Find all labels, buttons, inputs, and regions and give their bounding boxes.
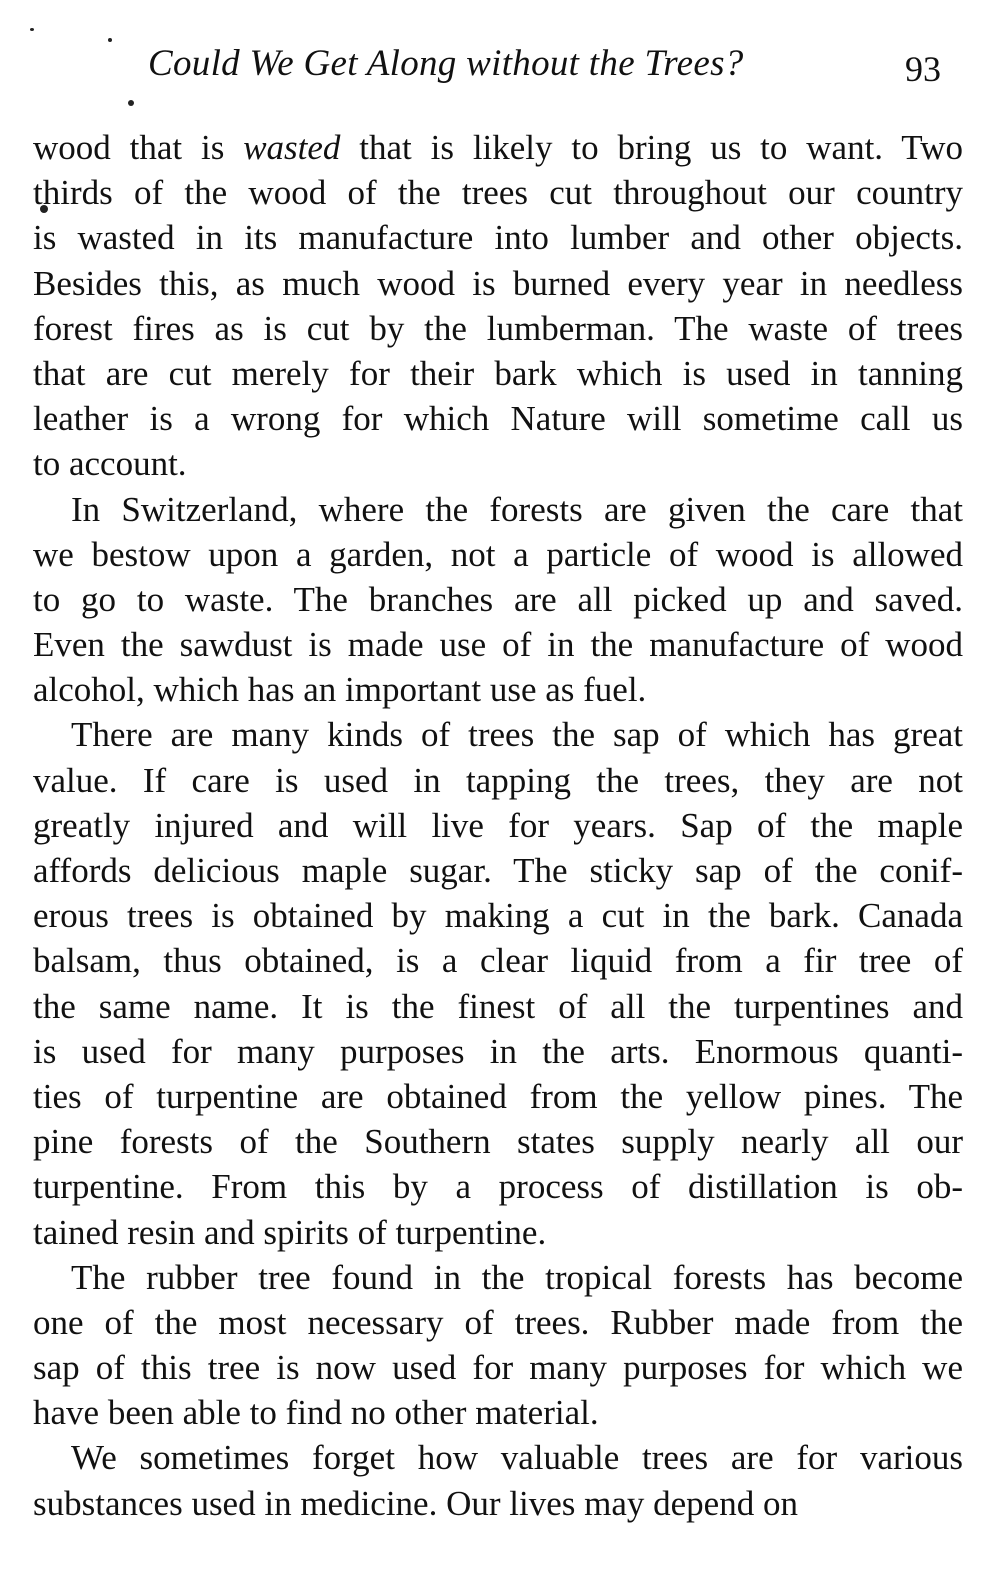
- text-line: sap of this tree is now used for many purposes for which we: [33, 1348, 963, 1388]
- running-head: Could We Get Along without the Trees?: [148, 43, 744, 84]
- text-line: leather is a wrong for which Nature will sometime call us: [33, 399, 963, 439]
- scan-speck: [128, 100, 134, 106]
- text-line: substances used in medicine. Our lives may depend on: [33, 1483, 798, 1523]
- page-number: 93: [905, 49, 941, 89]
- text-line: greatly injured and will live for years. Sap of the maple: [33, 805, 963, 845]
- paragraph: [33, 487, 963, 713]
- text-line: have been able to find no other material.: [33, 1393, 599, 1433]
- text-line: thirds of the wood of the trees cut throughout our country: [33, 173, 963, 213]
- text-line: alcohol, which has an important use as fuel.: [33, 670, 647, 710]
- text-line: balsam, thus obtained, is a clear liquid from a fir tree of: [33, 941, 963, 981]
- text-line: to account.: [33, 444, 187, 484]
- paragraph: [33, 125, 963, 487]
- text-line: In Switzerland, where the forests are given the care that: [71, 489, 963, 529]
- text-line: Even the sawdust is made use of in the manufacture of wood: [33, 625, 963, 665]
- page-header: [0, 42, 1000, 102]
- text-line: turpentine. From this by a process of distillation is ob-: [33, 1167, 963, 1207]
- text-line: one of the most necessary of trees. Rubber made from the: [33, 1302, 963, 1342]
- text-line: is used for many purposes in the arts. Enormous quanti-: [33, 1031, 963, 1071]
- text-line: forest fires as is cut by the lumberman. The waste of trees: [33, 308, 963, 348]
- emphasis: wasted: [243, 128, 341, 167]
- text-line: tained resin and spirits of turpentine.: [33, 1212, 547, 1252]
- text-line: erous trees is obtained by making a cut in the bark. Canada: [33, 896, 963, 936]
- text-line: affords delicious maple sugar. The sticky sap of the conif-: [33, 851, 963, 890]
- text-line: Besides this, as much wood is burned every year in needless: [33, 263, 963, 303]
- text-line: wood that is wasted that is likely to bring us to want. Two: [33, 128, 963, 167]
- text-line: ties of turpentine are obtained from the yellow pines. The: [33, 1076, 963, 1116]
- body-text: [33, 125, 963, 1526]
- paragraph: [33, 1435, 963, 1525]
- scan-speck: [108, 38, 112, 42]
- text-line: There are many kinds of trees the sap of which has great: [71, 715, 963, 755]
- text-line: we bestow upon a garden, not a particle of wood is allowed: [33, 534, 963, 574]
- text-line: that are cut merely for their bark which is used in tanning: [33, 353, 963, 393]
- text-line: to go to waste. The branches are all picked up and saved.: [33, 579, 963, 619]
- text-line: pine forests of the Southern states supply nearly all our: [33, 1122, 963, 1162]
- scan-speck: [30, 28, 34, 31]
- paragraph: [33, 1255, 963, 1436]
- text-line: is wasted in its manufacture into lumber and other objects.: [33, 218, 963, 258]
- text-line: The rubber tree found in the tropical forests has become: [71, 1257, 963, 1297]
- text-line: We sometimes forget how valuable trees are for various: [71, 1438, 963, 1478]
- paragraph: [33, 712, 963, 1254]
- text-line: the same name. It is the finest of all the turpentines and: [33, 986, 963, 1026]
- text-line: value. If care is used in tapping the trees, they are not: [33, 760, 963, 800]
